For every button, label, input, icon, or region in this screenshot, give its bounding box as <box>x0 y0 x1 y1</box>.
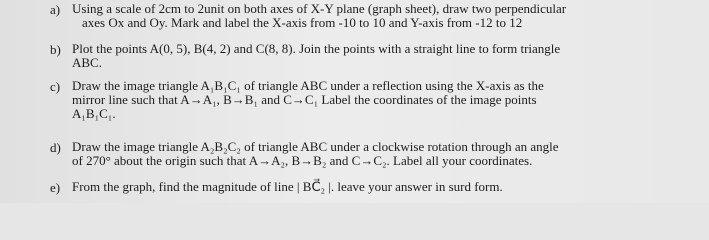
question-d <box>50 139 704 168</box>
question-line: Plot the points A(0, 5), B(4, 2) and C(8, 8). Join the points with a straight line to form triangle <box>72 41 561 56</box>
question-letter: d) <box>50 140 61 155</box>
question-e <box>50 179 704 195</box>
question-b <box>50 41 704 70</box>
question-letter: b) <box>50 42 61 57</box>
question-line: Using a scale of 2cm to 2unit on both axes of X-Y plane (graph sheet), draw two perpendicular <box>72 1 567 16</box>
question-c <box>50 78 704 121</box>
question-line: Draw the image triangle A₁B₁C₁ of triangle ABC under a reflection using the X-axis as the <box>72 78 544 93</box>
question-a <box>50 1 704 30</box>
question-line: A₁B₁C₁. <box>72 106 116 121</box>
question-line: mirror line such that A→A₁, B→B₁ and C→C₁ Label the coordinates of the image points <box>72 92 537 107</box>
question-line: axes Ox and Oy. Mark and label the X-axis from -10 to 10 and Y-axis from -12 to 12 <box>82 15 523 30</box>
question-line: of 270° about the origin such that A→A₂, B→B₂ and C→C₂. Label all your coordinates. <box>72 153 533 168</box>
question-line: Draw the image triangle A₂B₂C₂ of triangle ABC under a clockwise rotation through an angle <box>72 139 559 154</box>
question-line: From the graph, find the magnitude of line | BC⃗₂ |. leave your answer in surd form. <box>72 179 503 194</box>
question-letter: a) <box>50 2 61 17</box>
question-letter: e) <box>50 180 61 195</box>
question-letter: c) <box>50 79 61 94</box>
question-line: ABC. <box>72 55 102 70</box>
